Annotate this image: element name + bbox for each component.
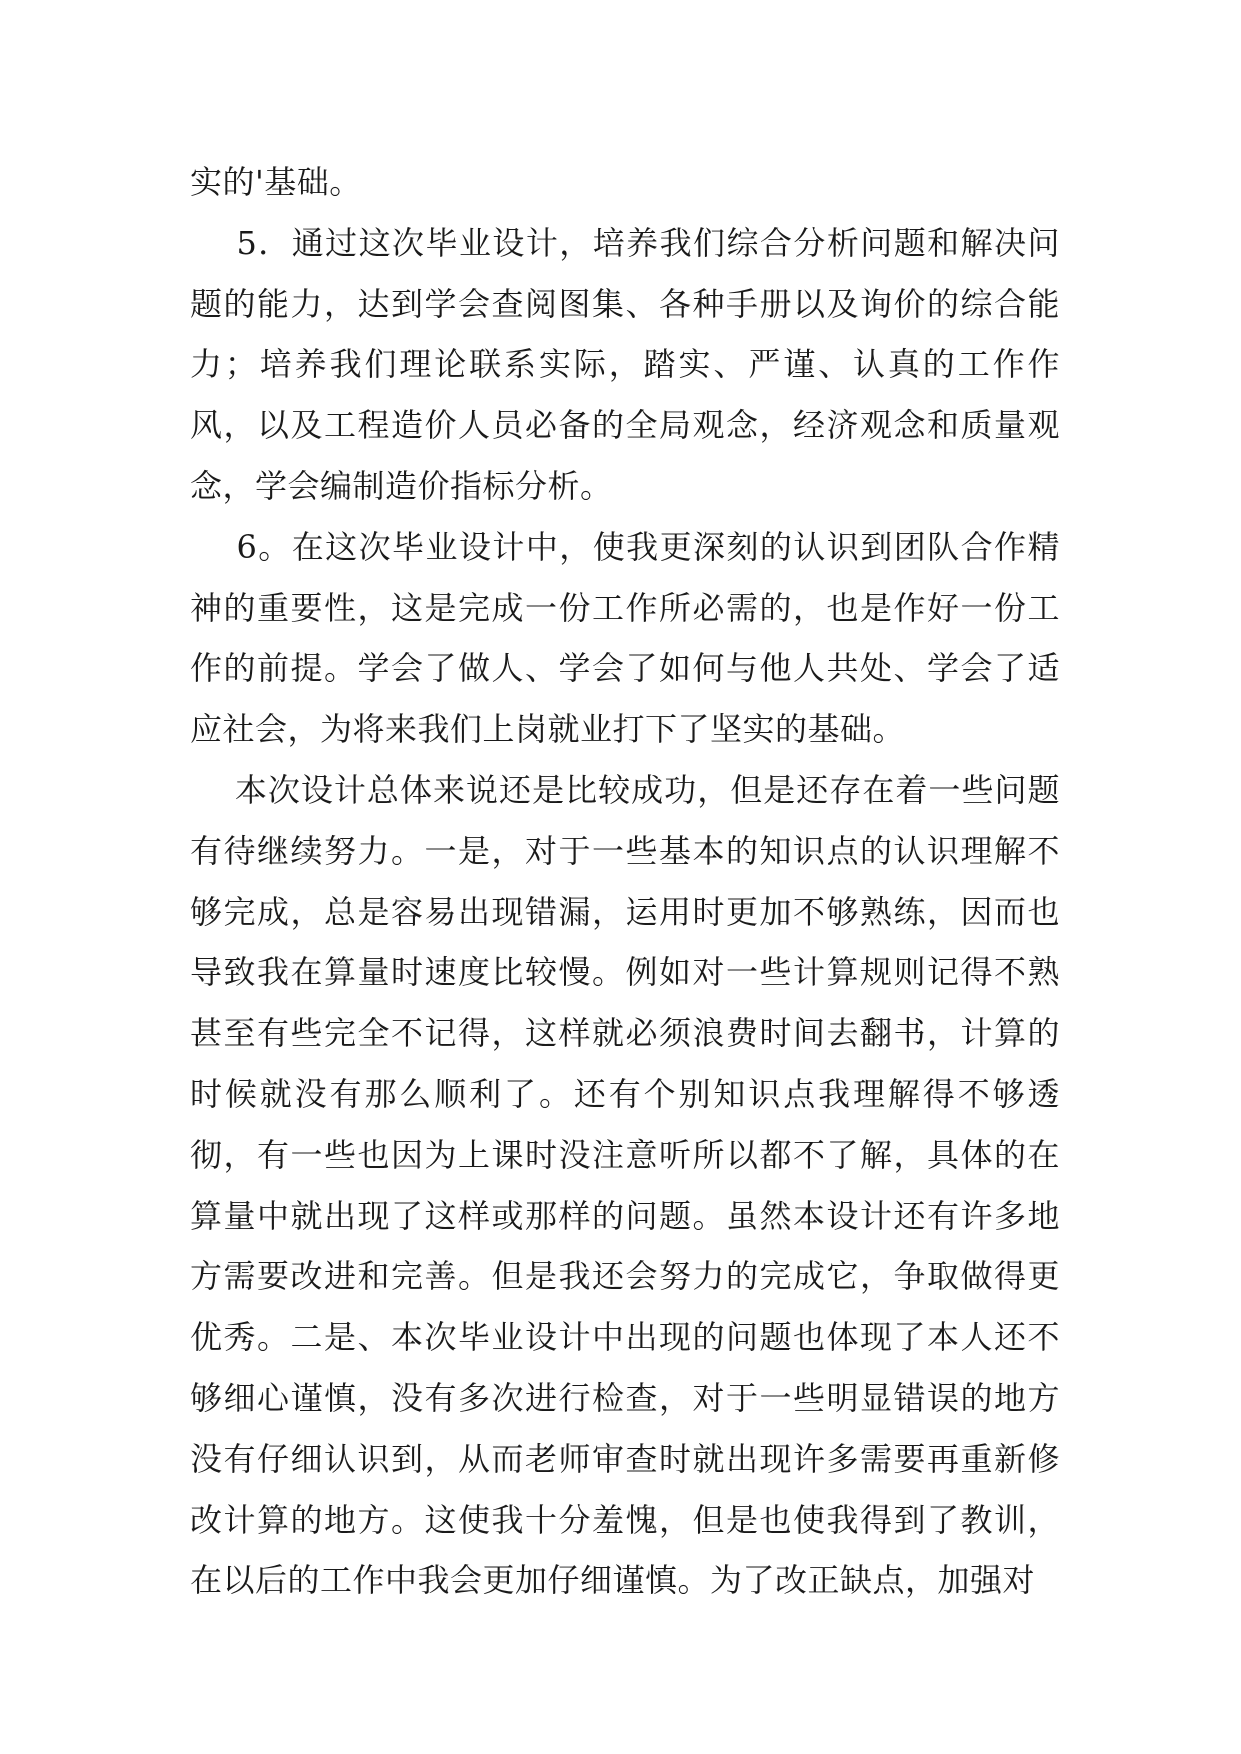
paragraph-summary: 本次设计总体来说还是比较成功，但是还存在着一些问题有待继续努力。一是，对于一些基本的知识点的认识理解不够完成，总是容易出现错漏，运用时更加不够熟练，因而也导致我在算量时速度比较慢。例如对一些计算规则记得不熟甚至有些完全不记得，这样就必须浪费时间去翻书，计算的时候就没有那么顺利了。还有个别知识点我理解得不够透彻，有一些也因为上课时没注意听所以都不了解，具体的在算量中就出现了这样或那样的问题。虽然本设计还有许多地方需要改进和完善。但是我还会努力的完成它，争取做得更优秀。二是、本次毕业设计中出现的问题也体现了本人还不够细心谨慎，没有多次进行检查，对于一些明显错误的地方没有仔细认识到，从而老师审查时就出现许多需要再重新修改计算的地方。这使我十分羞愧，但是也使我得到了教训，在以后的工作中我会更加仔细谨慎。为了改正缺点，加强对 <box>190 770 1060 1600</box>
paragraph-item-6: 6。在这次毕业设计中，使我更深刻的认识到团队合作精神的重要性，这是完成一份工作所必需的，也是作好一份工作的前提。学会了做人、学会了如何与他人共处、学会了适应社会，为将来我们上岗就业打下了坚实的基础。 <box>190 527 1060 749</box>
paragraph-item-5: 5．通过这次毕业设计，培养我们综合分析问题和解决问题的能力，达到学会查阅图集、各种手册以及询价的综合能力；培养我们理论联系实际，踏实、严谨、认真的工作作风，以及工程造价人员必备的全局观念，经济观念和质量观念，学会编制造价指标分析。 <box>190 223 1060 505</box>
paragraph-continuation: 实的'基础。 <box>190 163 362 201</box>
document-body <box>190 152 1060 1611</box>
